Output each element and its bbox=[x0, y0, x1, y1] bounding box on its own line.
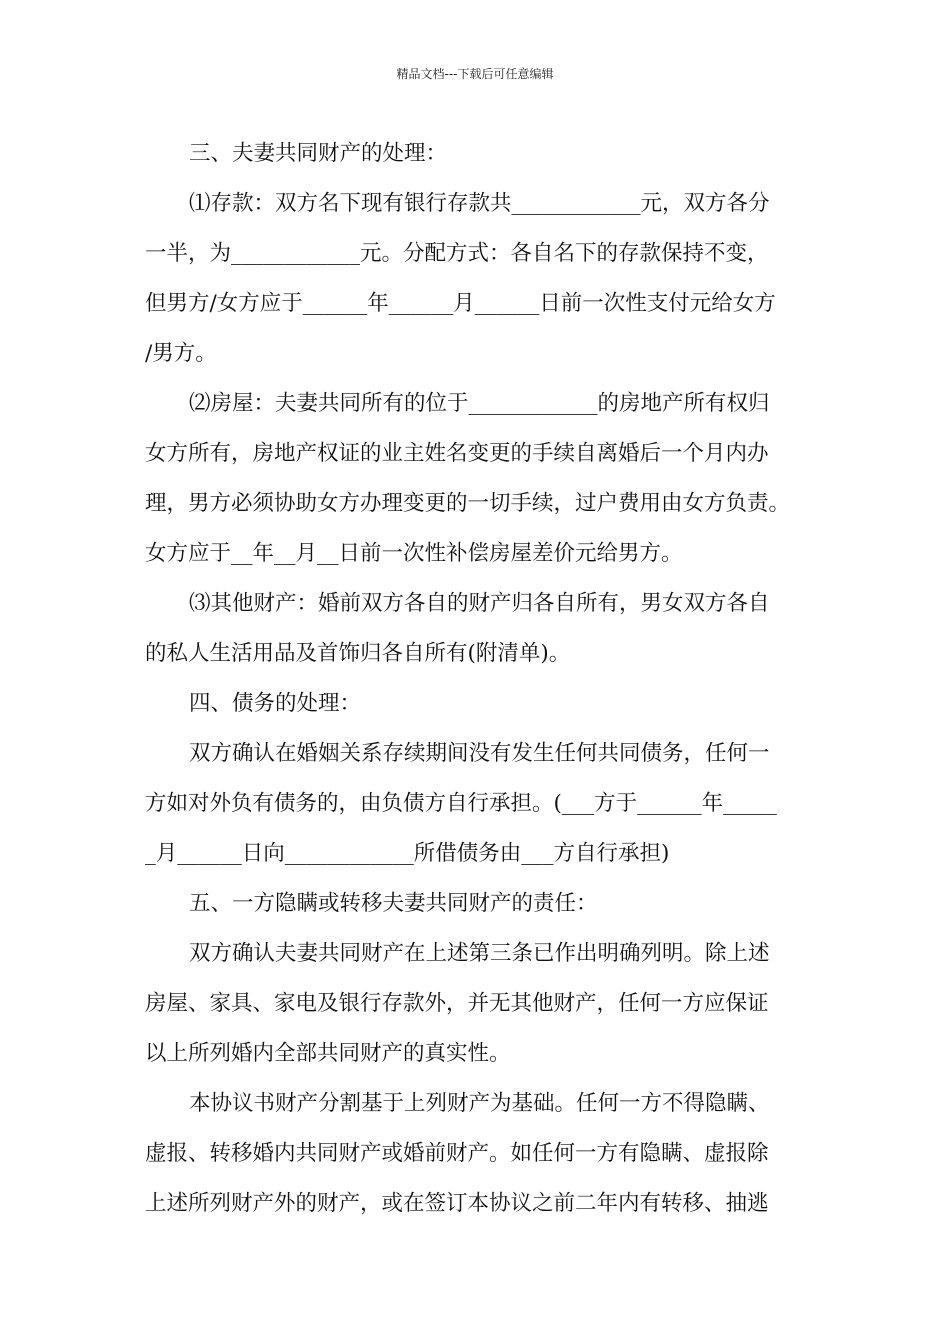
paragraph-line: 女方所有，房地产权证的业主姓名变更的手续自离婚后一个月内办 bbox=[145, 441, 769, 466]
section-heading-debt: 四、债务的处理： bbox=[189, 691, 362, 716]
paragraph-line: 双方确认在婚姻关系存续期间没有发生任何共同债务，任何一 bbox=[189, 741, 770, 766]
section-heading-concealment: 五、一方隐瞒或转移夫妻共同财产的责任： bbox=[189, 891, 598, 916]
paragraph-line: _月______日向____________所借债务由___方自行承担) bbox=[145, 841, 670, 866]
paragraph-line: 房屋、家具、家电及银行存款外，并无其他财产，任何一方应保证 bbox=[145, 991, 769, 1016]
document-body bbox=[145, 129, 815, 1229]
section-heading-property: 三、夫妻共同财产的处理： bbox=[189, 141, 448, 166]
paragraph-line: 以上所列婚内全部共同财产的真实性。 bbox=[145, 1041, 511, 1066]
paragraph-line: 方如对外负有债务的，由负债方自行承担。(___方于______年_____ bbox=[145, 791, 777, 816]
paragraph-line: 女方应于__年__月__日前一次性补偿房屋差价元给男方。 bbox=[145, 541, 683, 566]
paragraph-line: 双方确认夫妻共同财产在上述第三条已作出明确列明。除上述 bbox=[189, 941, 770, 966]
paragraph-line: 本协议书财产分割基于上列财产为基础。任何一方不得隐瞒、 bbox=[189, 1091, 770, 1116]
paragraph-line: 一半，为____________元。分配方式：各自名下的存款保持不变， bbox=[145, 241, 769, 266]
paragraph-line: 理，男方必须协助女方办理变更的一切手续，过户费用由女方负责。 bbox=[145, 491, 791, 516]
paragraph-line: 虚报、转移婚内共同财产或婚前财产。如任何一方有隐瞒、虚报除 bbox=[145, 1141, 769, 1166]
paragraph-line: /男方。 bbox=[145, 341, 217, 366]
paragraph-line: 的私人生活用品及首饰归各自所有(附清单)。 bbox=[145, 641, 571, 666]
paragraph-line: ⑶其他财产：婚前双方各自的财产归各自所有，男女双方各自 bbox=[189, 591, 770, 616]
paragraph-line: 但男方/女方应于______年______月______日前一次性支付元给女方 bbox=[145, 291, 776, 316]
page-header: 精品文档---下载后可任意编辑 bbox=[396, 67, 554, 81]
paragraph-line: ⑵房屋：夫妻共同所有的位于____________的房地产所有权归 bbox=[189, 391, 770, 416]
paragraph-line: ⑴存款：双方名下现有银行存款共____________元，双方各分 bbox=[189, 191, 770, 216]
paragraph-line: 上述所列财产外的财产，或在签订本协议之前二年内有转移、抽逃 bbox=[145, 1191, 769, 1216]
